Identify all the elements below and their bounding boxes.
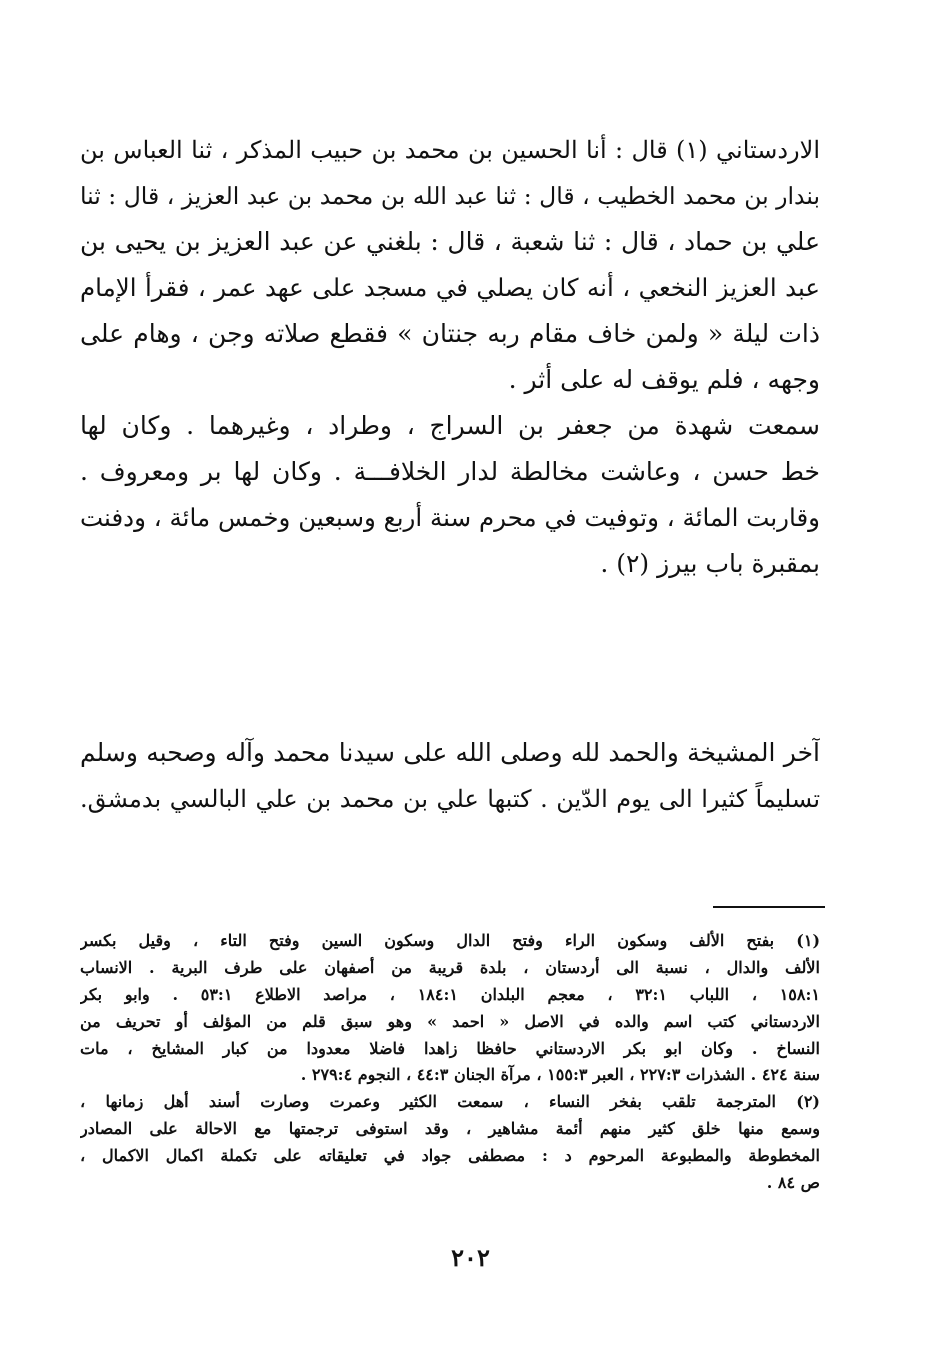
- page-number: ٢٠٢: [451, 1243, 490, 1272]
- footnote-line: وسمع منها خلق كثير منهم أئمة مشاهير ، وقد استوفى ترجمتها مع الاحالة على المصادر: [80, 1119, 820, 1139]
- text-line: آخر المشيخة والحمد لله وصلى الله على سيدنا محمد وآله وصحبه وسلم: [80, 738, 820, 767]
- text-line: خط حسن ، وعاشت مخالطة لدار الخلافـــة . وكان لها بر ومعروف .: [80, 457, 820, 486]
- footnote-line: ١٥٨:١ ، اللباب ٣٢:١ ، معجم البلدان ١٨٤:١ ، مراصد الاطلاع ٥٣:١ . وابو بكر: [80, 984, 820, 1004]
- footnote-line: النساخ . وكان ابو بكر الاردستاني حافظا زاهدا فاضلا معدودا من كبار المشايخ ، مات: [80, 1038, 820, 1058]
- text-line: بمقبرة باب بيرز (٢) .: [600, 549, 820, 578]
- footnote-line: (٢) المترجمة تلقب بفخر النساء ، سمعت الكثير وعمرت وصارت أسند أهل زمانها ،: [80, 1092, 820, 1112]
- text-line: الاردستاني (١) قال : أنا الحسين بن محمد بن حبيب المذكر ، ثنا العباس بن: [80, 136, 820, 164]
- text-line: بندار بن محمد الخطيب ، قال : ثنا عبد الله بن محمد بن عبد العزيز ، قال : ثنا: [80, 182, 820, 210]
- text-line: وقاربت المائة ، وتوفيت في محرم سنة أربع وسبعين وخمس مائة ، ودفنت: [80, 503, 820, 532]
- footnote-line: (١) بفتح الألف وسكون الراء وفتح الدال وسكون السين وفتح التاء ، وقيل بكسر: [80, 931, 820, 950]
- text-line: تسليماً كثيرا الى يوم الدّين . كتبها علي بن محمد بن علي البالسي بدمشق.: [80, 785, 820, 813]
- colophon: [80, 730, 820, 822]
- footnote-line: المخطوطة والمطبوعة المرحوم د : مصطفى جواد في تعليقاته على تكملة اكمال الاكمال ،: [80, 1146, 820, 1166]
- text-line: ذات ليلة « ولمن خاف مقام ربه جنتان » فقطع صلاته وجن ، وهام على: [80, 319, 820, 348]
- text-line: وجهه ، فلم يوقف له على أثر .: [508, 365, 820, 394]
- footnotes: [80, 928, 820, 1197]
- paragraph-2: [80, 403, 820, 587]
- text-line: علي بن حماد ، قال : ثنا شعبة ، قال : بلغني عن عبد العزيز بن يحيى بن: [80, 227, 820, 256]
- footnote-line: الاردستاني كتب اسم والده في الاصل « احمد » وهو سبق قلم من المؤلف أو تحريف من: [80, 1011, 820, 1031]
- footnote-separator: [713, 906, 825, 908]
- footnote-line: سنة ٤٢٤ . الشذرات ٢٢٧:٣ ، العبر ١٥٥:٣ ، مرآة الجنان ٤٤:٣ ، النجوم ٢٧٩:٤ .: [300, 1065, 820, 1085]
- text-line: عبد العزيز النخعي ، أنه كان يصلي في مسجد على عهد عمر ، فقرأ الإمام: [80, 273, 820, 302]
- footnote-line: ص ٨٤ .: [766, 1173, 820, 1193]
- paragraph-1: [80, 127, 820, 403]
- text-line: سمعت شهدة من جعفر بن السراج ، وطراد ، وغيرهما . وكان لها: [80, 411, 820, 440]
- footnote-line: الألف والدال ، نسبة الى أردستان ، بلدة قريبة من أصفهان على طرف البرية . الانساب: [80, 957, 820, 977]
